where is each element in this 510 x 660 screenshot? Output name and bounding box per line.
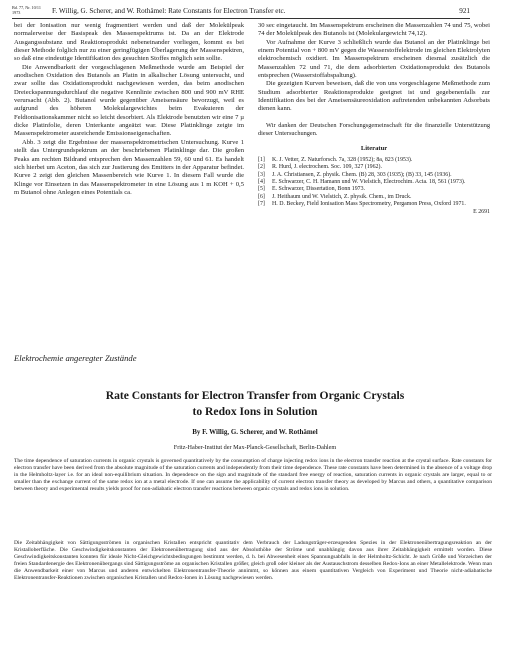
abstract-text: Die Zeitabhängigkeit von Sättigungsströmen in organischen Kristallen entspricht quantitativ dem Verbrauch der Ladungsträger-erzeugenden Spezies in der Elektronenübertragungsreaktion an der Kristalloberfläche. Die Geschwindigkeitskonstanten der Elektronenübertragung sind aus der Absoluthöhe der Ströme und unabhängig davon aus ihrer Zeitabhängigkeit ermittelt worden. Diese Geschwindigkeitskonstanten konnten für ideale Nicht-Gleichgewichtsbedingungen bestimmt werden, d. h. bei Abwesenheit eines Spannungsabfalls in der Helmholtz-Schicht. Je nach Größe und Vorzeichen der freien Standardenergie des Elektronenübergangs sind Sättigungsströme an organischen Kristallen größer, gleich groß oder kleiner als der Austauschstrom desselben Redox-Ions an einer Metallelektrode. Wenn man die Anwendbarkeit einer von Marcus und anderen entwickelten Elektronentransfer-Theorie annimmt, so können aus einem quantitativen Vergleich von Experiment und Theorie nicht-adiabatische Elektronentransfer-Reaktionen zwischen organischen Kristallen und Redox-Ionen in Lösung nachgewiesen werden. xyxy=(14,540,492,582)
reference-number: [3] xyxy=(258,171,265,178)
literature-heading: Literatur xyxy=(360,145,388,153)
reference-number: [7] xyxy=(258,201,265,208)
reference-text: H. D. Beckey, Field Ionisation Mass Spectrometry, Pergamon Press, Oxford 1971. xyxy=(272,201,466,208)
reference-item xyxy=(258,164,490,171)
body-paragraph: Die Anwendbarkeit der vorgeschlagenen Meßmethode wurde am Beispiel der anodischen Oxidation des Butanols an Platin in alkalischer Lösung untersucht, und zwar sollte das Oxidationsprodukt nachgewiesen werden, das beim anodischen Dreieckspannungsdurchlauf die negative Kennlinie zwischen 800 und 900 mV RHE verursacht (Abb. 2). Butanol wurde gegenüber Ameisensäure bevorzugt, weil es aufgrund des höheren Molekulargewichtes beim Evakuieren der Feldionisationskammer nicht so leicht desorbiert. Als Elektrode benutzten wir eine 7 µ dicke Platinfolie, deren Unterkante angeätzt war. Diese Platinklinge zeigte im Massenspektrometer ausreichende Emissionseigenschaften. xyxy=(14,63,244,138)
reference-item xyxy=(258,201,490,208)
acknowledgement: Wir danken der Deutschen Forschungsgemeinschaft für die finanzielle Unterstützung dieser Untersuchungen. xyxy=(258,121,490,137)
left-column xyxy=(14,22,244,197)
reference-number: [6] xyxy=(258,193,265,200)
right-column xyxy=(258,22,490,216)
reference-text: R. Hurd, J. electrochem. Soc. 109, 327 (1962). xyxy=(272,164,382,171)
section-label: Elektrochemie angeregter Zustände xyxy=(14,353,137,363)
body-paragraph: Vor Aufnahme der Kurve 3 schließlich wurde das Butanol an der Platinklinge bei einem Potential von + 800 mV gegen die Wasserstoffelektrode im gleichen Elektrolyten elektrochemisch oxidiert. Im Massenspektrum erscheinen diesmal zusätzlich die Massenzahlen 72 und 71, die dem adsorbierten Oxidationsprodukt des Butanols entsprechen (Wasserstoffabspaltung). xyxy=(258,38,490,80)
abstract-german xyxy=(14,540,492,582)
reference-text: J. Heithaum und W. Vielstich, Z. physik. Chem., im Druck. xyxy=(272,193,412,200)
abstract-english xyxy=(14,458,492,493)
body-paragraph: Die gezeigten Kurven beweisen, daß die von uns vorgeschlagene Meßmethode zum Studium adsorbierter Reaktionsprodukte geeignet ist und gegebenenfalls zur Identifikation des bei der Ameisensäureoxidation auftretenden unbekannten Adsorbats dienen kann. xyxy=(258,80,490,113)
reference-item xyxy=(258,172,490,179)
running-title: F. Willig, G. Scherer, and W. Rothämel: Rate Constants for Electron Transfer etc. xyxy=(52,7,286,15)
article-title-line: to Redox Ions in Solution xyxy=(192,405,318,418)
reference-list xyxy=(258,157,490,209)
body-paragraph: bei der Ionisation nur wenig fragmentiert werden und daß der Molekülpeak normalerweise der Basispeak des Massenspektrums ist. Da an der Elektrode Ausgangssubstanz und Reaktionsprodukt nebeneinander vorliegen, kommt es bei dieser Methode folglich nur zu einer geringfügigen Überlagerung der Massenspektren, so daß eine eindeutige Identifikation des gesuchten Stoffes möglich sein sollte. xyxy=(14,22,244,63)
body-paragraph: Abb. 3 zeigt die Ergebnisse der massenspektrometrischen Untersuchung. Kurve 1 stellt das Untergrundspektrum an der beschriebenen Platinklinge dar. Die großen Peaks am rechten Bildrand entsprechen den Massenzahlen 59, 60 und 61. Es handelt sich hierbei um Aceton, das sich zur Justierung des Emitters in der Apparatur befindet. Kurve 2 zeigt den gleichen Massenbereich wie Kurve 1. In diesem Fall wurde die Klinge vor Einsetzen in das Massenspektrometer in eine Lösung aus 1 m KOH + 0,5 m Butanol ohne Anlegen eines Potentials ca. xyxy=(14,138,244,196)
article-code: E 2691 xyxy=(473,208,490,215)
body-paragraph: 30 sec eingetaucht. Im Massenspektrum erscheinen die Massenzahlen 74 und 75, wobei 74 der Molekülpeak des Butanols ist (Molekulargewicht 74,12). xyxy=(258,22,490,38)
abstract-text: The time dependence of saturation currents in organic crystals is governed quantitatively by the consumption of charge injecting redox ions in the electron transfer reaction at the crystal surface. Rate constants for electron transfer have been derived from the absolute magnitude of the saturation currents and independently from their time dependence. These rate constants have been determined in the absence of a voltage drop in the Helmholtz-layer i.e. for an ideal non-equilibrium situation. In dependence on the sign and magnitude of the standard free energy of reaction, saturation currents in organic crystals are larger, equal to or smaller than the exchange current of the same redox ion at a metal electrode. If one can assume the applicability of current electron transfer theory as developed by Marcus and others, a quantitative comparison between theory and experimental results yields proof for non-adiabatic electron transfer reactions between organic crystals and redox ions in solution. xyxy=(14,458,492,493)
article-title xyxy=(0,388,510,420)
reference-text: K. J. Vetter, Z. Naturforsch. 7a, 328 (1952); 8a, 823 (1953). xyxy=(272,156,413,163)
reference-number: [5] xyxy=(258,186,265,193)
article-institute: Fritz-Haber-Institut der Max-Planck-Gesellschaft, Berlin-Dahlem xyxy=(173,444,337,451)
reference-text: J. A. Christiansen, Z. physik. Chem. (B) 28, 303 (1935); (B) 33, 145 (1936). xyxy=(272,171,452,178)
reference-number: [2] xyxy=(258,164,265,171)
reference-number: [1] xyxy=(258,156,265,163)
article-authors: By F. Willig, G. Scherer, and W. Rothämel xyxy=(192,428,318,436)
journal-volume: Bd. 77, Nr. 10/11 1973 xyxy=(12,5,41,15)
reference-number: [4] xyxy=(258,178,265,185)
article-title-line: Rate Constants for Electron Transfer from Organic Crystals xyxy=(105,389,405,402)
reference-item xyxy=(258,157,490,164)
reference-text: E. Schwarzer, C. H. Hamann und W. Vielstich, Electrochim. Acta. 18, 561 (1973). xyxy=(272,178,466,185)
page-number: 921 xyxy=(459,7,470,15)
reference-text: E. Schwarzer, Dissertation, Bonn 1973. xyxy=(272,186,366,193)
reference-item xyxy=(258,186,490,193)
spacer xyxy=(258,114,490,122)
header-rule xyxy=(12,18,470,19)
reference-item xyxy=(258,179,490,186)
